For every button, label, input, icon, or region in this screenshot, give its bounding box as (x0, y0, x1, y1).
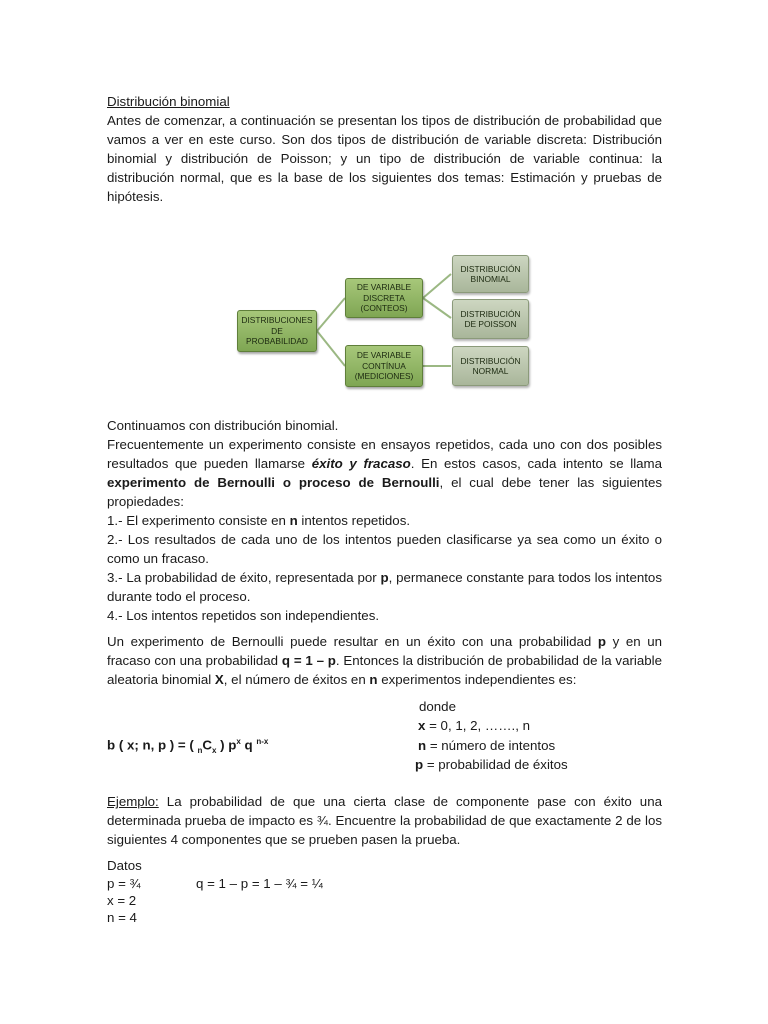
bold-text: X (214, 672, 224, 687)
text: . En estos casos, cada intento se llama (410, 456, 663, 471)
property-3 (107, 568, 662, 606)
datos-section (107, 856, 662, 926)
bold-text: q = 1 – p (281, 653, 336, 668)
formula-part: q (240, 737, 257, 753)
intro-paragraph: Antes de comenzar, a continuación se presentan los tipos de distribución de probabilidad que vamos a ver en este curso. Son dos tipos de distribución de variable discreta: Distribución binomial y distribución de Poisson; y un tipo de distribución de variable continua: la distribución normal, que es la base de los siguientes dos temas: Estimación y pruebas de hipótesis. (107, 113, 662, 204)
property-1 (107, 511, 662, 530)
binomial-formula (107, 737, 268, 755)
text: , el número de éxitos en (223, 672, 370, 687)
formula-sup-nx: n-x (256, 737, 269, 746)
continue-line: Continuamos con distribución binomial. (107, 418, 339, 433)
text: = 0, 1, 2, ……., n (425, 718, 530, 734)
datos-p-q (107, 875, 662, 892)
formula-part: ) p (216, 737, 237, 753)
formula-part: b ( x; n, p ) = ( (107, 737, 198, 753)
distribution-diagram (237, 254, 531, 388)
datos-x: x = 2 (107, 893, 137, 908)
text: y en un fracaso con una probabilidad (107, 634, 663, 668)
legend-n (415, 736, 568, 755)
formula-sup-x: x (236, 737, 241, 746)
example-label: Ejemplo: (107, 794, 159, 809)
node-normal: DISTRIBUCIÓN NORMAL (452, 346, 529, 386)
legend-p (415, 755, 568, 774)
datos-q: q = 1 – p = 1 – ¾ = ¼ (196, 876, 323, 891)
bernoulli-paragraph (107, 632, 662, 689)
bold-text: n (418, 737, 427, 753)
text: La probabilidad de que una cierta clase de componente pase con éxito una determinada prueba de impacto es ¾. Encuentre la probabilidad de que exactamente 2 de los siguientes 4 componentes que se prueben pasen la prueba. (107, 794, 662, 847)
text: 1.- El experimento consiste en (107, 513, 290, 528)
bold-text: p (415, 756, 424, 772)
bold-text: p (597, 634, 606, 649)
node-continuous: DE VARIABLE CONTÍNUA (MEDICIONES) (345, 345, 423, 387)
example-section (107, 792, 662, 849)
legend-x (415, 716, 568, 735)
datos-n: n = 4 (107, 910, 137, 925)
formula-part: C (202, 737, 212, 753)
bold-text: n (289, 513, 298, 528)
node-discrete: DE VARIABLE DISCRETA (CONTEOS) (345, 278, 423, 318)
bernoulli-intro (107, 435, 662, 511)
text: , el cual debe tener las siguientes propiedades: (107, 475, 662, 509)
text: experimentos independientes es: (377, 672, 577, 687)
example-paragraph (107, 792, 662, 849)
text: . Entonces la distribución de probabilidad de la variable aleatoria binomial (107, 653, 662, 687)
connector-root-discrete (317, 298, 345, 331)
formula-sub-x: x (212, 746, 217, 756)
text: 3.- La probabilidad de éxito, representada por (107, 570, 381, 585)
binomial-formula-block (107, 697, 667, 777)
text: = probabilidad de éxitos (423, 756, 568, 772)
bold-text: n (369, 672, 378, 687)
connector-root-continuous (317, 331, 345, 366)
node-binomial: DISTRIBUCIÓN BINOMIAL (452, 255, 529, 293)
text: Frecuentemente un experimento consiste en ensayos repetidos, cada uno con dos posibles resultados que pueden llamarse (107, 437, 662, 471)
text: , permanece constante para todos los intentos durante todo el proceso. (107, 570, 662, 604)
text: intentos repetidos. (297, 513, 411, 528)
title-text: Distribución binomial (107, 94, 230, 109)
bold-text: x (418, 718, 426, 734)
connector-discrete-poisson (423, 298, 451, 318)
node-root: DISTRIBUCIONES DE PROBABILIDAD (237, 310, 317, 352)
bold-text: p (380, 570, 389, 585)
emphasis-text: éxito y fracaso (311, 456, 411, 471)
property-4: 4.- Los intentos repetidos son independientes. (107, 608, 380, 623)
connector-discrete-binomial (423, 274, 451, 298)
section-bernoulli (107, 416, 662, 689)
document-body (107, 92, 662, 206)
legend-donde: donde (419, 699, 456, 714)
text: = número de intentos (426, 737, 556, 753)
datos-p: p = ¾ (107, 876, 141, 891)
formula-sub-n: n (197, 746, 203, 756)
bold-text: experimento de Bernoulli o proceso de Bernoulli (107, 475, 440, 490)
datos-heading: Datos (107, 858, 142, 873)
property-2: 2.- Los resultados de cada uno de los intentos pueden clasificarse ya sea como un éxito o como un fracaso. (107, 532, 662, 566)
node-poisson: DISTRIBUCIÓN DE POISSON (452, 299, 529, 339)
section-title (107, 92, 662, 111)
formula-legend (415, 697, 568, 774)
text: Un experimento de Bernoulli puede resultar en un éxito con una probabilidad (107, 634, 598, 649)
